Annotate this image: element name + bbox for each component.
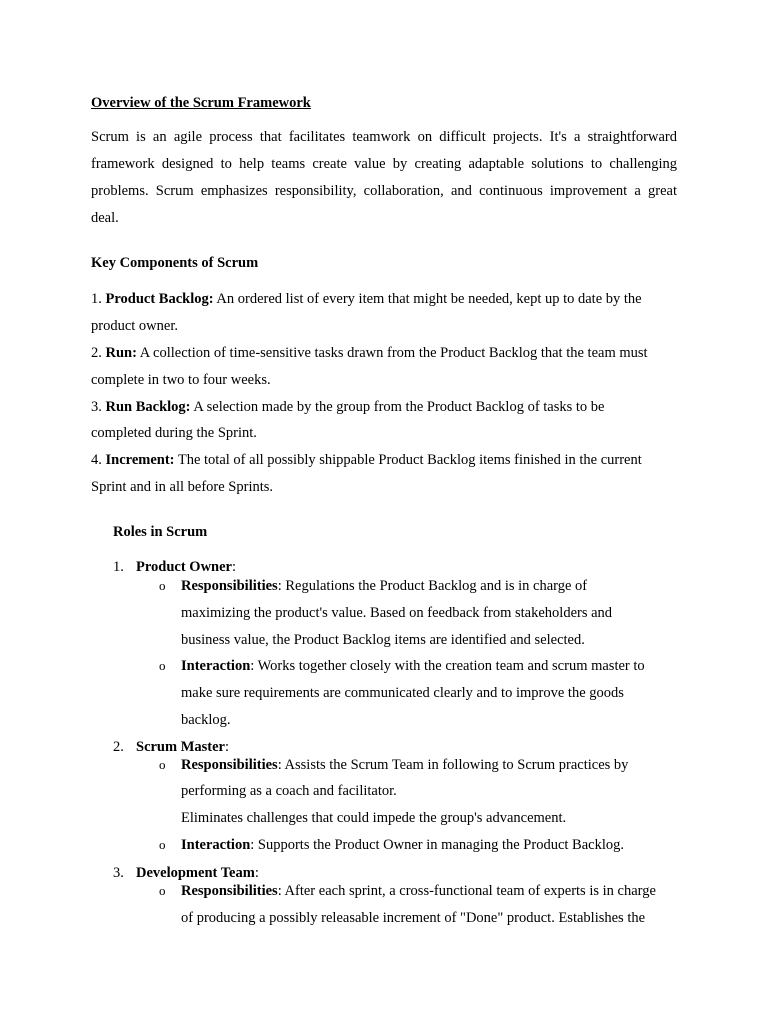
role-name: Development Team — [136, 865, 255, 881]
item-term: Run: — [105, 345, 137, 361]
item-term: Increment: — [105, 452, 175, 468]
bullet-line — [181, 657, 645, 675]
role-title — [136, 864, 259, 882]
intro-line: framework designed to help teams create value by creating adaptable solutions to challenging — [91, 156, 677, 172]
item-number: 4. — [91, 452, 106, 468]
intro-line: Scrum is an agile process that facilitates teamwork on difficult projects. It's a straightforward — [91, 129, 677, 145]
bullet-continuation: Eliminates challenges that could impede the group's advancement. — [181, 810, 567, 826]
intro-line: deal. — [91, 210, 119, 226]
list-item-continuation: completed during the Sprint. — [91, 425, 257, 441]
list-item-continuation: Sprint and in all before Sprints. — [91, 479, 274, 495]
role-name: Product Owner — [136, 559, 232, 575]
bullet-label: Responsibilities — [181, 578, 278, 594]
item-term: Product Backlog: — [105, 291, 214, 307]
intro-line: problems. Scrum emphasizes responsibility, collaboration, and continuous improvement a great — [91, 183, 677, 199]
bullet-continuation: business value, the Product Backlog items are identified and selected. — [181, 632, 585, 648]
role-number: 3. — [113, 865, 124, 881]
role-title — [136, 558, 236, 576]
bullet-icon: o — [159, 883, 166, 898]
bullet-text: : After each sprint, a cross-functional team of experts is in charge — [277, 883, 656, 899]
bullet-continuation: of producing a possibly releasable increment of "Done" product. Establishes the — [181, 910, 646, 926]
bullet-continuation: maximizing the product's value. Based on feedback from stakeholders and — [181, 605, 613, 621]
item-number: 1. — [91, 291, 106, 307]
item-number: 2. — [91, 345, 106, 361]
bullet-label: Interaction — [181, 658, 251, 674]
role-title — [136, 738, 229, 756]
bullet-icon: o — [159, 578, 166, 593]
item-text: A collection of time-sensitive tasks drawn from the Product Backlog that the team must — [136, 345, 648, 361]
item-term: Run Backlog: — [105, 399, 191, 415]
list-item — [91, 344, 648, 362]
item-number: 3. — [91, 399, 106, 415]
bullet-label: Responsibilities — [181, 883, 278, 899]
bullet-text: : Works together closely with the creation team and scrum master to — [250, 658, 645, 674]
key-components-heading: Key Components of Scrum — [91, 255, 259, 271]
bullet-text: : Supports the Product Owner in managing the Product Backlog. — [250, 837, 624, 853]
list-item — [91, 398, 605, 416]
bullet-label: Interaction — [181, 837, 251, 853]
role-colon: : — [254, 865, 259, 881]
list-item — [91, 290, 642, 308]
bullet-icon: o — [159, 658, 166, 673]
role-number: 2. — [113, 739, 124, 755]
bullet-line — [181, 577, 587, 595]
role-colon: : — [232, 559, 237, 575]
bullet-continuation: make sure requirements are communicated clearly and to improve the goods — [181, 685, 624, 701]
list-item-continuation: complete in two to four weeks. — [91, 372, 271, 388]
role-name: Scrum Master — [136, 739, 225, 755]
bullet-text: : Assists the Scrum Team in following to Scrum practices by — [277, 757, 629, 773]
item-text: A selection made by the group from the Product Backlog of tasks to be — [190, 399, 605, 415]
bullet-icon: o — [159, 837, 166, 852]
bullet-continuation: performing as a coach and facilitator. — [181, 783, 397, 799]
bullet-line — [181, 836, 624, 854]
role-colon: : — [224, 739, 230, 755]
roles-heading: Roles in Scrum — [113, 524, 208, 540]
list-item — [91, 451, 642, 469]
bullet-label: Responsibilities — [181, 757, 278, 773]
list-item-continuation: product owner. — [91, 318, 178, 334]
bullet-line — [181, 882, 656, 900]
item-text: The total of all possibly shippable Product Backlog items finished in the current — [174, 452, 642, 468]
role-number: 1. — [113, 559, 124, 575]
bullet-continuation: backlog. — [181, 712, 231, 728]
item-text: An ordered list of every item that might be needed, kept up to date by the — [213, 291, 642, 307]
page-title: Overview of the Scrum Framework — [91, 95, 311, 111]
bullet-text: : Regulations the Product Backlog and is in charge of — [277, 578, 588, 594]
bullet-icon: o — [159, 757, 166, 772]
bullet-line — [181, 756, 628, 774]
